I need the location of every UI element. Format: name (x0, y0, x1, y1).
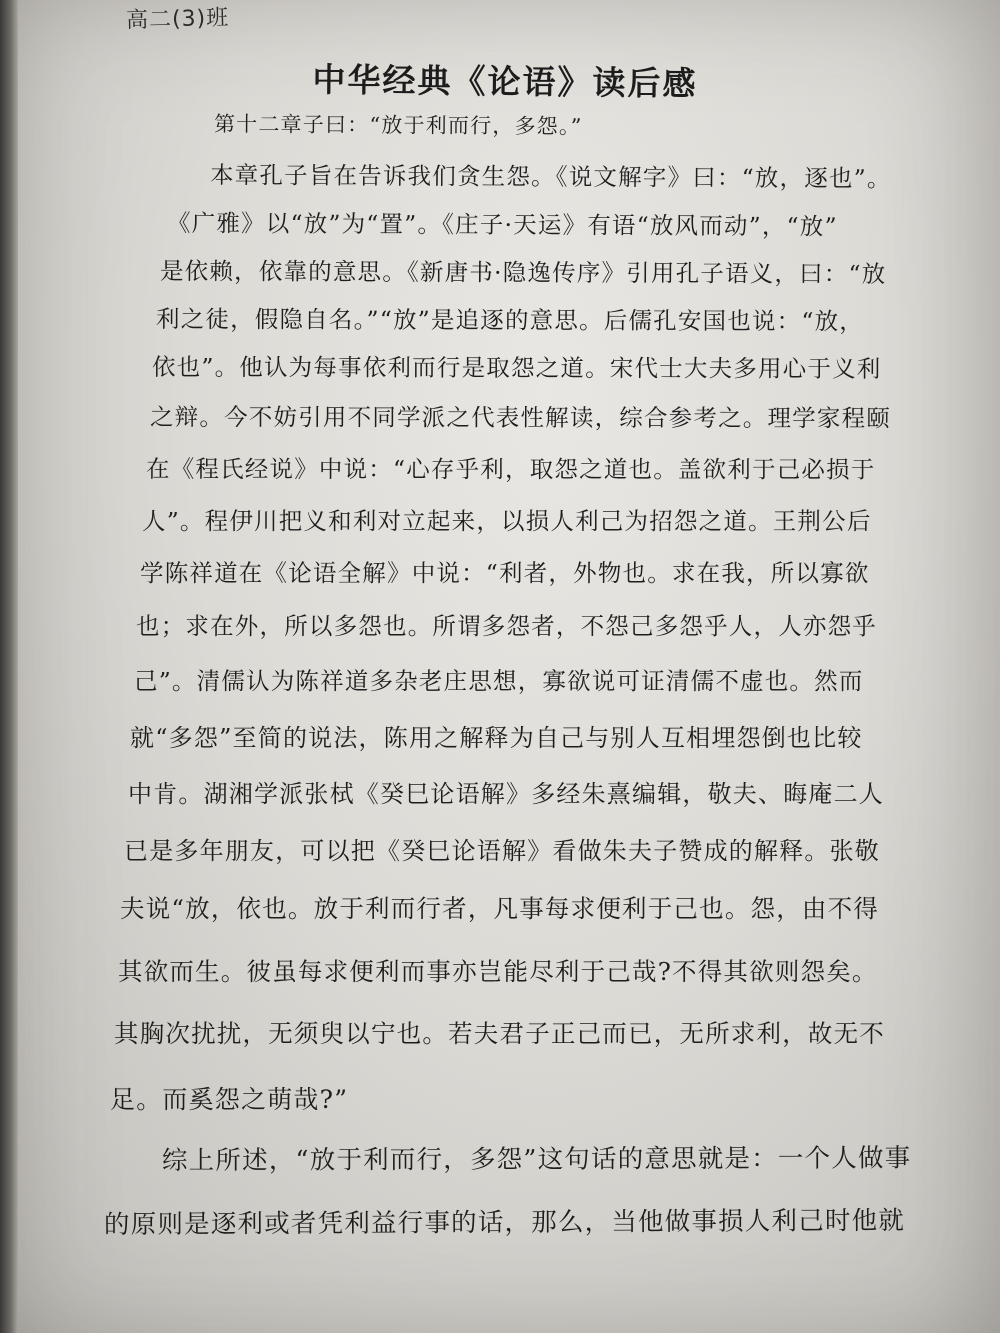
text-line: 其胸次扰扰，无须臾以宁也。若夫君子正己而已，无所求利，故无不 (114, 1019, 885, 1048)
text-line: 夫说“放，依也。放于利而行者，凡事每求便利于己也。怨，由不得 (120, 894, 880, 923)
text-line: 足。而奚怨之萌哉?” (110, 1085, 349, 1114)
text-line: 己”。清儒认为陈祥道多杂老庄思想，寡欲说可证清儒不虚也。然而 (134, 667, 864, 695)
text-line: 已是多年朋友，可以把《癸巳论语解》看做朱夫子赞成的解释。张敬 (124, 837, 880, 865)
text-line: 综上所述，“放于利而行，多怨”这句话的意思就是：一个人做事 (161, 1143, 912, 1176)
text-line: 本章孔子旨在告诉我们贪生怨。《说文解字》曰：“放，逐也”。 (209, 161, 892, 193)
text-line: 是依赖，依靠的意思。《新唐书·隐逸传序》引用孔子语义，曰：“放 (159, 257, 887, 289)
essay-title: 中华经典《论语》读后感 (312, 60, 698, 104)
text-line: 学陈祥道在《论语全解》中说：“利者，外物也。求在我，所以寡欲 (140, 559, 870, 587)
text-line: 之辩。今不妨引用不同学派之代表性解读，综合参考之。理学家程颐 (149, 403, 892, 433)
text-line: 依也”。他认为每事依利而行是取怨之道。宋代士大夫多用心于义利 (151, 353, 882, 383)
text-line: 人”。程伊川把义和利对立起来，以损人利己为招怨之道。王荆公后 (142, 507, 872, 535)
text-line: 其欲而生。彼虽每求便利而事亦岂能尽利于己哉?不得其欲则怨矣。 (118, 957, 878, 986)
text-line: 就“多怨”至简的说法，陈用之解释为自己与别人互相埋怨倒也比较 (130, 724, 863, 752)
text-line: 在《程氏经说》中说：“心存乎利，取怨之道也。盖欲利于己必损于 (145, 455, 876, 484)
text-line: 的原则是逐利或者凭利益行事的话，那么，当他做事损人利己时他就 (103, 1205, 906, 1240)
text-line: 也；求在外，所以多怨也。所谓多怨者，不怨己多怨乎人，人亦怨乎 (136, 612, 877, 640)
text-line: 中肯。湖湘学派张栻《癸巳论语解》多经朱熹编辑，敬夫、晦庵二人 (128, 780, 884, 808)
text-line: 《广雅》以“放”为“置”。《庄子·天运》有语“放风而动”，“放” (166, 209, 838, 241)
text-line: 第十二章子曰：“放于利而行，多怨。” (213, 112, 583, 139)
text-line: 利之徒，假隐自名。”“放”是追逐的意思。后儒孔安国也说：“放， (155, 305, 865, 336)
binder-edge (0, 0, 18, 1333)
class-label: 高二(3)班 (125, 5, 230, 34)
